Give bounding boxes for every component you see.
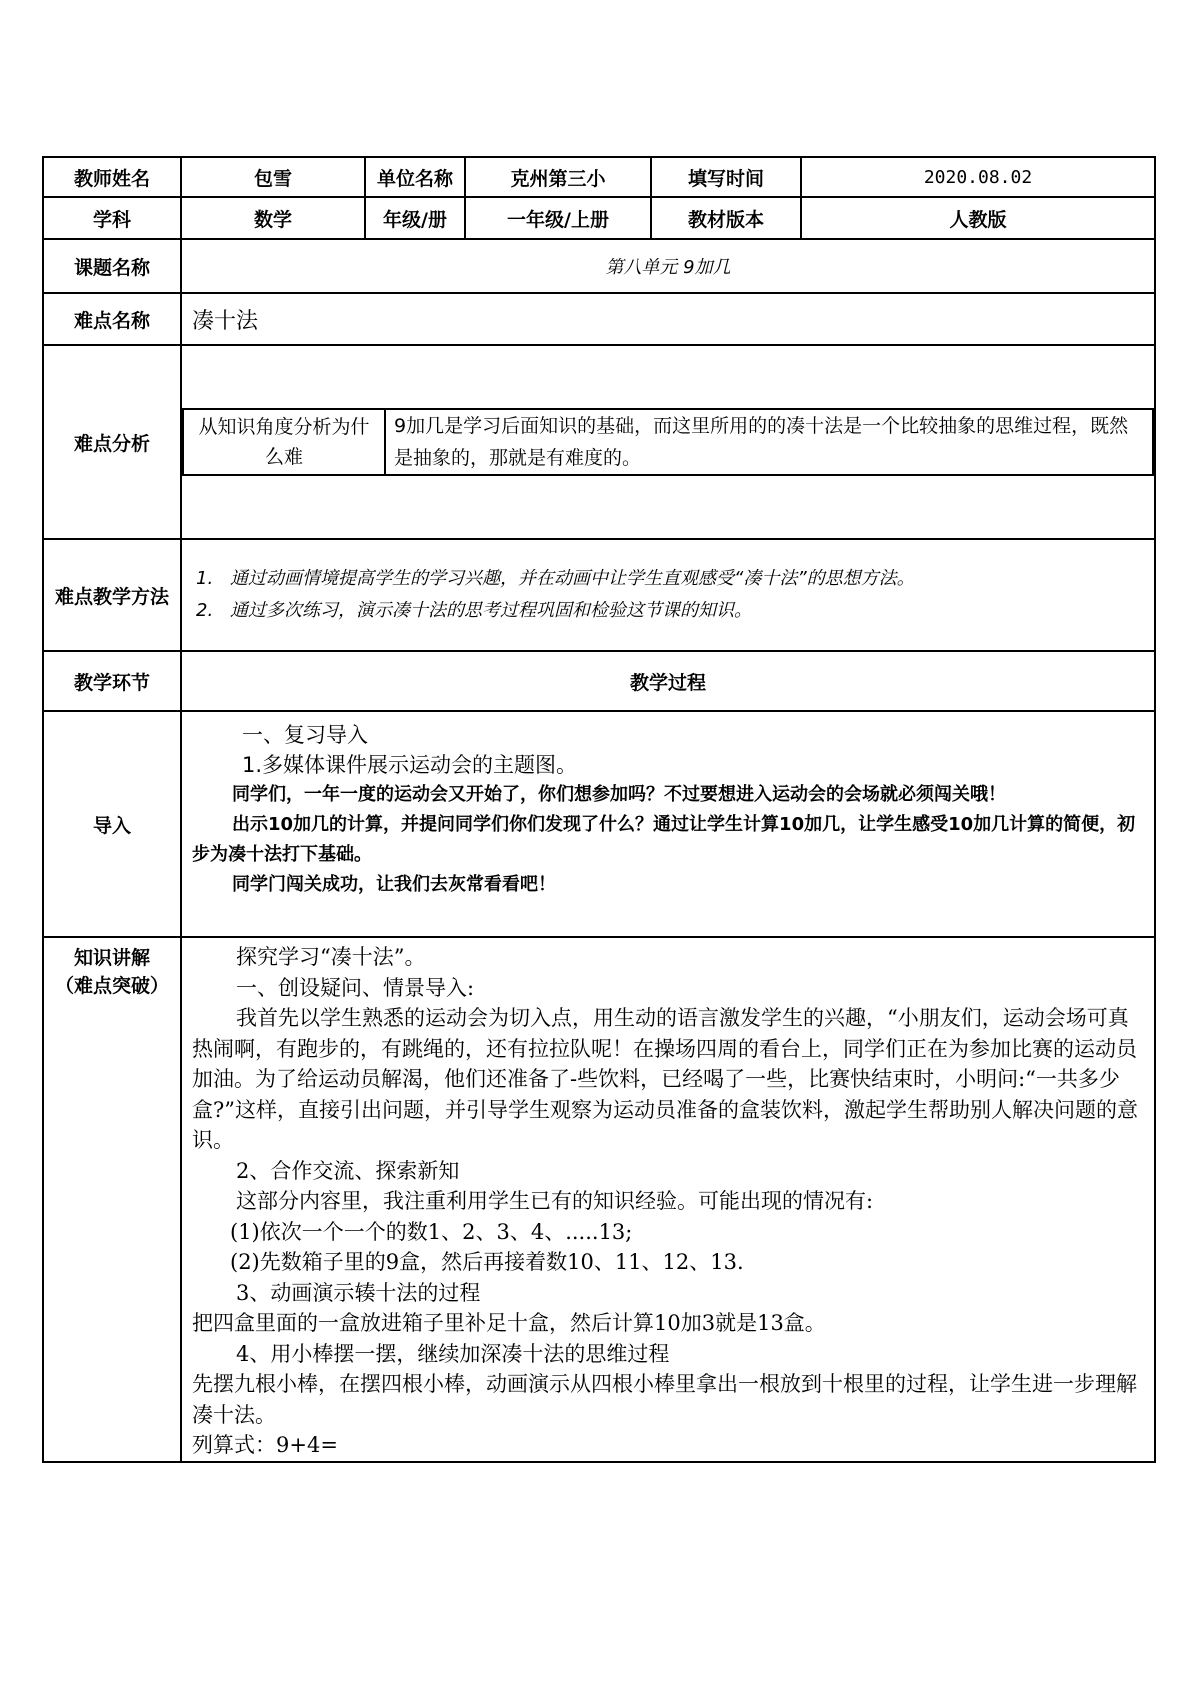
methods-label: 难点教学方法 (43, 539, 181, 651)
header-row-2 (43, 197, 1155, 239)
edition-label: 教材版本 (651, 197, 801, 239)
analysis-inner-table (182, 408, 1154, 476)
unit-label: 单位名称 (365, 157, 465, 197)
intro-step1: 1.多媒体课件展示运动会的主题图。 (242, 753, 578, 777)
knowledge-step4-title: 4、用小棒摆一摆，继续加深凑十法的思维过程 (236, 1341, 670, 1366)
knowledge-case2: (2)先数箱子里的9盒，然后再接着数10、11、12、13. (230, 1250, 744, 1274)
intro-para1: 同学们，一年一度的运动会又开始了，你们想参加吗？不过要想进入运动会的会场就必须闯关哦！ (232, 784, 1006, 805)
knowledge-step2-text: 这部分内容里，我注重利用学生已有的知识经验。可能出现的情况有: (236, 1189, 874, 1213)
date-value: 2020.08.02 (801, 157, 1155, 197)
lesson-plan-table (42, 156, 1156, 1463)
method-item-text: 通过多次练习，演示凑十法的思考过程巩固和检验这节课的知识。 (230, 600, 752, 621)
methods-row (43, 539, 1155, 651)
knowledge-formula: 列算式：9+4= (192, 1433, 338, 1457)
header-row-1 (43, 157, 1155, 197)
intro-label: 导入 (43, 711, 181, 937)
grade-label: 年级/册 (365, 197, 465, 239)
topic-label: 课题名称 (43, 239, 181, 293)
intro-para3: 同学门闯关成功，让我们去灰常看看吧！ (232, 874, 556, 895)
analysis-label: 难点分析 (43, 345, 181, 539)
analysis-sub-label: 从知识角度分析为什么难 (183, 409, 385, 475)
knowledge-case1: (1)依次一个一个的数1、2、3、4、.....13; (230, 1219, 633, 1244)
lesson-plan-page (42, 156, 1154, 1463)
teacher-value: 包雪 (181, 157, 365, 197)
difficulty-label: 难点名称 (43, 293, 181, 345)
subject-value: 数学 (181, 197, 365, 239)
topic-value: 第八单元 9加几 (181, 239, 1155, 293)
intro-content (181, 711, 1155, 937)
knowledge-step4-text: 先摆九根小棒，在摆四根小棒，动画演示从四根小棒里拿出一根放到十根里的过程，让学生进一步理解凑十法。 (192, 1372, 1137, 1427)
process-label: 教学过程 (181, 651, 1155, 711)
methods-list (181, 539, 1155, 651)
topic-row (43, 239, 1155, 293)
knowledge-step3-text: 把四盒里面的一盒放进箱子里补足十盒，然后计算10加3就是13盒。 (192, 1311, 826, 1335)
knowledge-content (181, 937, 1155, 1462)
method-item (196, 595, 1140, 627)
analysis-row (43, 345, 1155, 539)
knowledge-label-line2: （难点突破） (54, 975, 169, 997)
intro-row (43, 711, 1155, 937)
difficulty-value: 凑十法 (181, 293, 1155, 345)
knowledge-step2-title: 2、合作交流、探索新知 (236, 1158, 460, 1183)
intro-para2: 出示10加几的计算，并提问同学们你们发现了什么？通过让学生计算10加几，让学生感受10加几计算的简便，初步为凑十法打下基础。 (192, 814, 1136, 865)
method-item-number: 1. (196, 568, 214, 589)
process-header-row (43, 651, 1155, 711)
unit-value: 克州第三小 (465, 157, 651, 197)
knowledge-row (43, 937, 1155, 1462)
edition-value: 人教版 (801, 197, 1155, 239)
method-item (196, 563, 1140, 595)
knowledge-step1-text: 我首先以学生熟悉的运动会为切入点，用生动的语言激发学生的兴趣，“小朋友们，运动会场可真热闹啊，有跑步的，有跳绳的，还有拉拉队呢！在操场四周的看台上，同学们正在为参加比赛的运动员加油。为了给运动员解渴，他们还准备了-些饮料，已经喝了一些，比赛快结束时，小明问:“一共多少盒?”这样，直接引出问题，并引导学生观察为运动员准备的盒装饮料，激起学生帮助别人解决问题的意识。 (192, 1006, 1138, 1152)
knowledge-label (43, 937, 181, 1462)
date-label: 填写时间 (651, 157, 801, 197)
knowledge-title: 探究学习“凑十法”。 (236, 945, 426, 969)
intro-heading: 一、复习导入 (242, 723, 368, 747)
analysis-text: 9加几是学习后面知识的基础，而这里所用的的凑十法是一个比较抽象的思维过程，既然是抽象的，那就是有难度的。 (385, 409, 1153, 475)
knowledge-step3-title: 3、动画演示辏十法的过程 (236, 1280, 481, 1305)
teacher-label: 教师姓名 (43, 157, 181, 197)
knowledge-label-line1: 知识讲解 (73, 947, 150, 969)
knowledge-step1-title: 一、创设疑问、情景导入: (236, 975, 475, 1000)
process-stage-label: 教学环节 (43, 651, 181, 711)
subject-label: 学科 (43, 197, 181, 239)
analysis-content (181, 345, 1155, 539)
difficulty-row (43, 293, 1155, 345)
method-item-number: 2. (196, 600, 214, 621)
method-item-text: 通过动画情境提高学生的学习兴趣，并在动画中让学生直观感受“凑十法”的思想方法。 (230, 568, 915, 589)
grade-value: 一年级/上册 (465, 197, 651, 239)
